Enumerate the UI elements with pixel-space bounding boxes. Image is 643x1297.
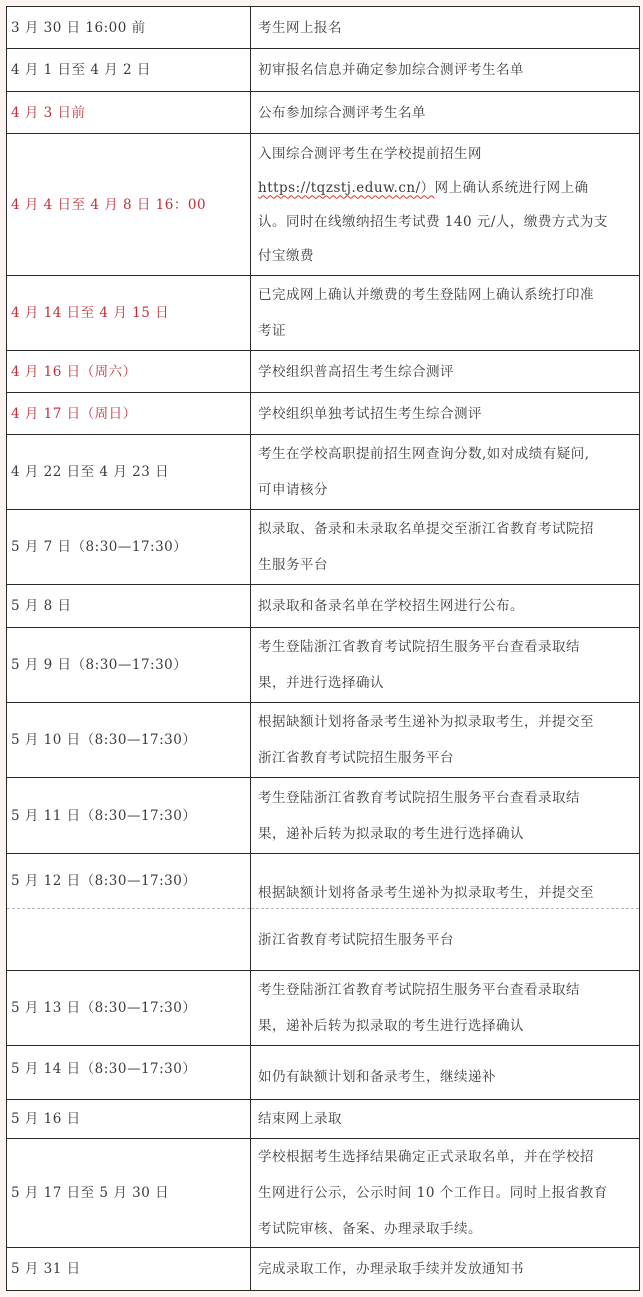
description-cell: [251, 1046, 640, 1100]
date-cell: 5 月 14 日（8:30—17:30）: [7, 1046, 251, 1100]
description-line: 浙江省教育考试院招生服务平台: [258, 750, 454, 766]
date-cell: 5 月 13 日（8:30—17:30）: [7, 971, 251, 1046]
description-cell: [251, 435, 640, 510]
table-row: [7, 92, 640, 134]
description-line: 已完成网上确认并缴费的考生登陆网上确认系统打印准: [258, 287, 594, 303]
description-text: 网上确认系统进行网上确: [434, 179, 589, 196]
table-row: [7, 628, 640, 703]
description-cell: [251, 49, 640, 92]
date-cell: 5 月 10 日（8:30—17:30）: [7, 703, 251, 778]
description-line: 考试院审核、备案、办理录取手续。: [258, 1221, 482, 1237]
table-row: [7, 276, 640, 351]
description-line: [258, 171, 637, 205]
description-line: 学校根据考生选择结果确定正式录取名单，并在学校招: [258, 1149, 594, 1165]
date-cell: 5 月 16 日: [7, 1100, 251, 1139]
description-line: 考生网上报名: [258, 19, 342, 36]
description-cell: [251, 1248, 640, 1291]
table-row: [7, 134, 640, 276]
date-cell-highlighted: 4 月 16 日（周六）: [7, 351, 251, 393]
description-line: 考证: [258, 323, 286, 339]
date-cell: 5 月 31 日: [7, 1248, 251, 1291]
table-row: [7, 49, 640, 92]
description-line: 认。同时在线缴纳招生考试费 140 元/人，缴费方式为支: [258, 213, 608, 230]
description-line: 果，并进行选择确认: [258, 675, 384, 691]
description-line: 初审报名信息并确定参加综合测评考生名单: [258, 62, 524, 78]
description-line: 考生登陆浙江省教育考试院招生服务平台查看录取结: [258, 639, 580, 655]
description-line: 如仍有缺额计划和备录考生，继续递补: [258, 1068, 496, 1085]
description-line: 果，递补后转为拟录取的考生进行选择确认: [258, 1018, 524, 1034]
description-line: 学校组织单独考试招生考生综合测评: [258, 405, 482, 422]
description-cell: [251, 628, 640, 703]
description-line: 拟录取和备录名单在学校招生网进行公布。: [258, 598, 524, 614]
website-url-link[interactable]: https://tqzstj.eduw.cn/）: [258, 179, 435, 196]
description-line: 浙江省教育考试院招生服务平台: [258, 931, 454, 948]
description-line: 可申请核分: [258, 482, 328, 498]
table-row: [7, 971, 640, 1046]
date-cell: 5 月 12 日（8:30—17:30）: [7, 854, 250, 909]
description-line: 生网进行公示，公示时间 10 个工作日。同时上报省教育: [258, 1185, 608, 1201]
description-line: 果，递补后转为拟录取的考生进行选择确认: [258, 825, 524, 842]
description-cell-split: [251, 854, 640, 971]
description-line: 公布参加综合测评考生名单: [258, 104, 426, 121]
table-row: [7, 1046, 640, 1100]
table-row: [7, 703, 640, 778]
table-row: [7, 7, 640, 49]
description-line: 根据缺额计划将备录考生递补为拟录取考生，并提交至: [258, 714, 594, 730]
table-row: [7, 1100, 640, 1139]
table-row: [7, 854, 640, 971]
description-cell: [251, 92, 640, 134]
date-cell: 5 月 9 日（8:30—17:30）: [7, 628, 251, 703]
description-text: 根据缺额计划将备录考生递补为拟录取考生，并提交至: [258, 885, 594, 901]
date-cell-highlighted: 4 月 14 日至 4 月 15 日: [7, 276, 251, 351]
description-cell: [251, 1100, 640, 1139]
table-row: [7, 1139, 640, 1248]
description-line: 生服务平台: [258, 557, 328, 573]
table-row: [7, 585, 640, 628]
date-cell: 5 月 17 日至 5 月 30 日: [7, 1139, 251, 1248]
date-cell-highlighted: 4 月 3 日前: [7, 92, 251, 134]
description-line: 拟录取、备录和未录取名单提交至浙江省教育考试院招: [258, 521, 594, 537]
description-cell: [251, 7, 640, 49]
table-row: [7, 1248, 640, 1291]
date-cell: 3 月 30 日 16:00 前: [7, 7, 251, 49]
description-cell: [251, 703, 640, 778]
date-cell: 5 月 8 日: [7, 585, 251, 628]
table-row: [7, 778, 640, 854]
date-cell: 4 月 1 日至 4 月 2 日: [7, 49, 251, 92]
description-line: 结束网上录取: [258, 1111, 342, 1127]
description-cell: [251, 351, 640, 393]
table-row: [7, 510, 640, 585]
description-line: 付宝缴费: [258, 247, 314, 264]
description-line: 完成录取工作，办理录取手续并发放通知书: [258, 1261, 524, 1277]
date-cell: 4 月 22 日至 4 月 23 日: [7, 435, 251, 510]
date-cell-highlighted: 4 月 17 日（周日）: [7, 393, 251, 435]
table-row: [7, 393, 640, 435]
date-cell-split: [7, 854, 251, 971]
description-line: 入围综合测评考生在学校提前招生网: [258, 145, 482, 162]
date-cell: 5 月 11 日（8:30—17:30）: [7, 778, 251, 854]
description-line: 学校组织普高招生考生综合测评: [258, 363, 454, 380]
admission-schedule-table: [6, 6, 640, 1291]
description-cell: [251, 1139, 640, 1248]
description-cell: [251, 778, 640, 854]
description-cell: [251, 585, 640, 628]
empty-cell: [7, 909, 250, 970]
description-line: [251, 854, 639, 909]
date-cell-highlighted: 4 月 4 日至 4 月 8 日 16：00: [7, 134, 251, 276]
date-cell: 5 月 7 日（8:30—17:30）: [7, 510, 251, 585]
description-cell: [251, 393, 640, 435]
table-row: [7, 435, 640, 510]
description-line: 考生登陆浙江省教育考试院招生服务平台查看录取结: [258, 789, 580, 806]
description-cell: [251, 971, 640, 1046]
description-cell: [251, 510, 640, 585]
description-cell: [251, 276, 640, 351]
description-line: 考生登陆浙江省教育考试院招生服务平台查看录取结: [258, 982, 580, 998]
table-row: [7, 351, 640, 393]
description-cell: [251, 134, 640, 276]
description-line: 考生在学校高职提前招生网查询分数,如对成绩有疑问,: [258, 446, 590, 462]
